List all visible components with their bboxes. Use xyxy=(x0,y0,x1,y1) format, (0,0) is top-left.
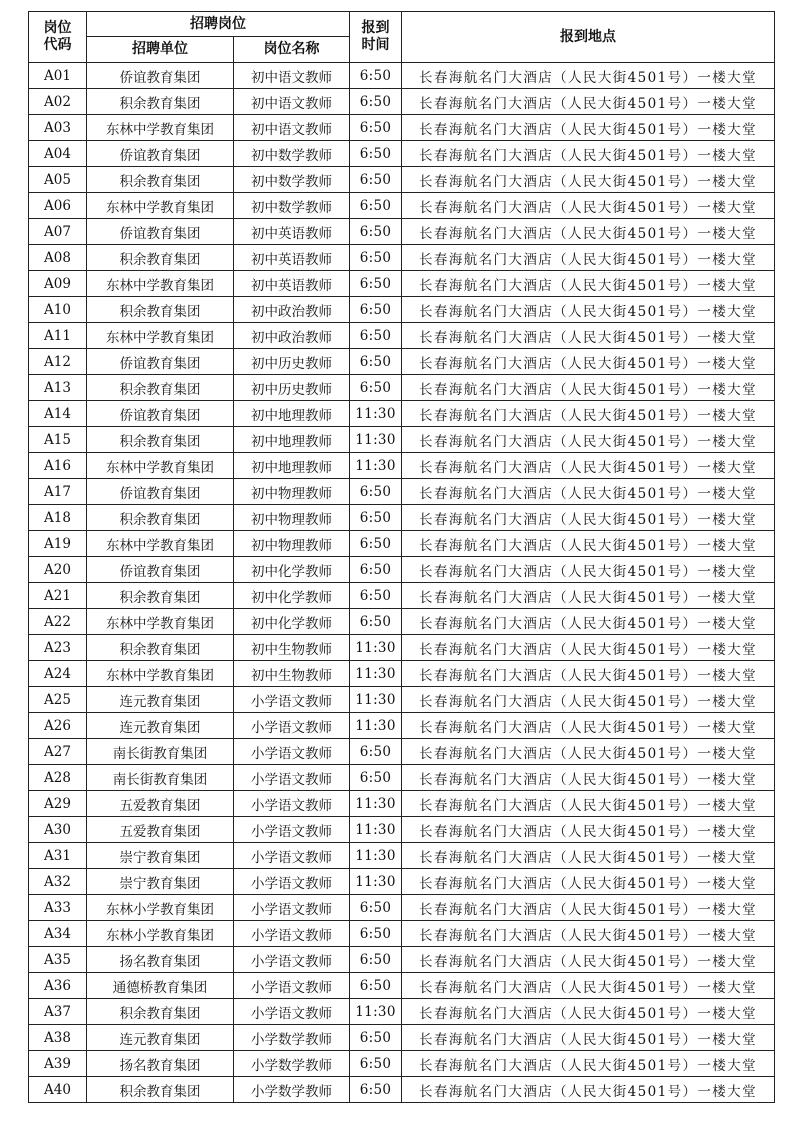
cell-name: 小学语文教师 xyxy=(234,713,350,739)
cell-name: 初中英语教师 xyxy=(234,245,350,271)
table-row xyxy=(29,661,775,687)
cell-name: 小学语文教师 xyxy=(234,947,350,973)
cell-time: 11:30 xyxy=(350,817,402,843)
cell-code: A14 xyxy=(29,401,87,427)
cell-time: 6:50 xyxy=(350,531,402,557)
cell-name: 初中数学教师 xyxy=(234,193,350,219)
cell-location: 长春海航名门大酒店（人民大街4501号）一楼大堂 xyxy=(402,141,775,167)
cell-unit: 积余教育集团 xyxy=(87,1077,234,1103)
table-row xyxy=(29,427,775,453)
cell-code: A21 xyxy=(29,583,87,609)
cell-code: A30 xyxy=(29,817,87,843)
cell-code: A34 xyxy=(29,921,87,947)
cell-time: 6:50 xyxy=(350,479,402,505)
cell-name: 小学语文教师 xyxy=(234,973,350,999)
cell-code: A05 xyxy=(29,167,87,193)
cell-time: 11:30 xyxy=(350,635,402,661)
cell-time: 6:50 xyxy=(350,921,402,947)
cell-code: A15 xyxy=(29,427,87,453)
table-row xyxy=(29,557,775,583)
cell-unit: 侨谊教育集团 xyxy=(87,219,234,245)
cell-code: A03 xyxy=(29,115,87,141)
cell-location: 长春海航名门大酒店（人民大街4501号）一楼大堂 xyxy=(402,1051,775,1077)
table-row xyxy=(29,1077,775,1103)
cell-unit: 东林中学教育集团 xyxy=(87,661,234,687)
cell-unit: 东林中学教育集团 xyxy=(87,531,234,557)
recruitment-check-in-table xyxy=(28,11,775,1103)
table-body xyxy=(29,63,775,1103)
cell-unit: 五爱教育集团 xyxy=(87,817,234,843)
cell-location: 长春海航名门大酒店（人民大街4501号）一楼大堂 xyxy=(402,323,775,349)
cell-name: 小学数学教师 xyxy=(234,1051,350,1077)
cell-code: A12 xyxy=(29,349,87,375)
table-row xyxy=(29,1051,775,1077)
cell-location: 长春海航名门大酒店（人民大街4501号）一楼大堂 xyxy=(402,193,775,219)
cell-location: 长春海航名门大酒店（人民大街4501号）一楼大堂 xyxy=(402,765,775,791)
cell-time: 6:50 xyxy=(350,505,402,531)
table-row xyxy=(29,687,775,713)
cell-time: 11:30 xyxy=(350,869,402,895)
cell-unit: 东林中学教育集团 xyxy=(87,271,234,297)
cell-time: 6:50 xyxy=(350,765,402,791)
cell-name: 小学语文教师 xyxy=(234,895,350,921)
cell-code: A26 xyxy=(29,713,87,739)
cell-time: 6:50 xyxy=(350,1025,402,1051)
cell-name: 小学语文教师 xyxy=(234,921,350,947)
cell-code: A08 xyxy=(29,245,87,271)
cell-location: 长春海航名门大酒店（人民大街4501号）一楼大堂 xyxy=(402,739,775,765)
cell-name: 初中化学教师 xyxy=(234,557,350,583)
cell-code: A24 xyxy=(29,661,87,687)
cell-code: A02 xyxy=(29,89,87,115)
cell-location: 长春海航名门大酒店（人民大街4501号）一楼大堂 xyxy=(402,1025,775,1051)
cell-unit: 连元教育集团 xyxy=(87,713,234,739)
cell-time: 6:50 xyxy=(350,141,402,167)
table-row xyxy=(29,297,775,323)
cell-time: 6:50 xyxy=(350,89,402,115)
cell-location: 长春海航名门大酒店（人民大街4501号）一楼大堂 xyxy=(402,531,775,557)
cell-location: 长春海航名门大酒店（人民大街4501号）一楼大堂 xyxy=(402,63,775,89)
cell-name: 初中生物教师 xyxy=(234,661,350,687)
cell-unit: 南长街教育集团 xyxy=(87,765,234,791)
cell-code: A09 xyxy=(29,271,87,297)
cell-location: 长春海航名门大酒店（人民大街4501号）一楼大堂 xyxy=(402,401,775,427)
cell-name: 初中语文教师 xyxy=(234,63,350,89)
cell-time: 11:30 xyxy=(350,427,402,453)
cell-name: 初中数学教师 xyxy=(234,141,350,167)
cell-location: 长春海航名门大酒店（人民大街4501号）一楼大堂 xyxy=(402,271,775,297)
table-row xyxy=(29,843,775,869)
cell-code: A33 xyxy=(29,895,87,921)
table-row xyxy=(29,453,775,479)
table-row xyxy=(29,895,775,921)
cell-time: 6:50 xyxy=(350,947,402,973)
header-row-primary xyxy=(29,12,775,37)
cell-location: 长春海航名门大酒店（人民大街4501号）一楼大堂 xyxy=(402,479,775,505)
cell-unit: 积余教育集团 xyxy=(87,375,234,401)
table-row xyxy=(29,1025,775,1051)
cell-location: 长春海航名门大酒店（人民大街4501号）一楼大堂 xyxy=(402,1077,775,1103)
cell-time: 6:50 xyxy=(350,1051,402,1077)
table-row xyxy=(29,167,775,193)
cell-location: 长春海航名门大酒店（人民大街4501号）一楼大堂 xyxy=(402,661,775,687)
cell-unit: 东林中学教育集团 xyxy=(87,453,234,479)
cell-name: 初中生物教师 xyxy=(234,635,350,661)
cell-location: 长春海航名门大酒店（人民大街4501号）一楼大堂 xyxy=(402,687,775,713)
cell-code: A38 xyxy=(29,1025,87,1051)
cell-unit: 积余教育集团 xyxy=(87,635,234,661)
cell-code: A39 xyxy=(29,1051,87,1077)
cell-name: 小学语文教师 xyxy=(234,817,350,843)
header-location: 报到地点 xyxy=(402,12,775,63)
cell-unit: 扬名教育集团 xyxy=(87,1051,234,1077)
table-row xyxy=(29,401,775,427)
header-unit: 招聘单位 xyxy=(87,37,234,63)
cell-location: 长春海航名门大酒店（人民大街4501号）一楼大堂 xyxy=(402,427,775,453)
table-row xyxy=(29,115,775,141)
cell-time: 11:30 xyxy=(350,453,402,479)
cell-code: A04 xyxy=(29,141,87,167)
cell-unit: 侨谊教育集团 xyxy=(87,349,234,375)
cell-location: 长春海航名门大酒店（人民大街4501号）一楼大堂 xyxy=(402,505,775,531)
cell-name: 初中物理教师 xyxy=(234,505,350,531)
table-row xyxy=(29,739,775,765)
cell-location: 长春海航名门大酒店（人民大街4501号）一楼大堂 xyxy=(402,947,775,973)
cell-location: 长春海航名门大酒店（人民大街4501号）一楼大堂 xyxy=(402,817,775,843)
cell-unit: 东林小学教育集团 xyxy=(87,895,234,921)
cell-time: 6:50 xyxy=(350,323,402,349)
cell-code: A25 xyxy=(29,687,87,713)
cell-unit: 通德桥教育集团 xyxy=(87,973,234,999)
cell-unit: 侨谊教育集团 xyxy=(87,141,234,167)
table-row xyxy=(29,375,775,401)
cell-name: 小学语文教师 xyxy=(234,739,350,765)
cell-location: 长春海航名门大酒店（人民大街4501号）一楼大堂 xyxy=(402,557,775,583)
cell-name: 初中历史教师 xyxy=(234,349,350,375)
cell-name: 初中物理教师 xyxy=(234,479,350,505)
cell-name: 小学数学教师 xyxy=(234,1077,350,1103)
cell-name: 初中化学教师 xyxy=(234,583,350,609)
cell-location: 长春海航名门大酒店（人民大街4501号）一楼大堂 xyxy=(402,791,775,817)
table-row xyxy=(29,505,775,531)
cell-location: 长春海航名门大酒店（人民大街4501号）一楼大堂 xyxy=(402,453,775,479)
header-time: 报到时间 xyxy=(350,12,402,63)
cell-time: 6:50 xyxy=(350,271,402,297)
cell-code: A06 xyxy=(29,193,87,219)
cell-time: 11:30 xyxy=(350,687,402,713)
table-row xyxy=(29,193,775,219)
cell-unit: 五爱教育集团 xyxy=(87,791,234,817)
table-row xyxy=(29,973,775,999)
cell-time: 6:50 xyxy=(350,1077,402,1103)
cell-unit: 积余教育集团 xyxy=(87,583,234,609)
cell-time: 6:50 xyxy=(350,193,402,219)
cell-time: 11:30 xyxy=(350,713,402,739)
cell-location: 长春海航名门大酒店（人民大街4501号）一楼大堂 xyxy=(402,999,775,1025)
table-row xyxy=(29,713,775,739)
table-row xyxy=(29,219,775,245)
cell-name: 小学语文教师 xyxy=(234,843,350,869)
cell-time: 6:50 xyxy=(350,375,402,401)
table-row xyxy=(29,141,775,167)
cell-unit: 侨谊教育集团 xyxy=(87,401,234,427)
cell-time: 11:30 xyxy=(350,661,402,687)
cell-unit: 积余教育集团 xyxy=(87,167,234,193)
table-row xyxy=(29,791,775,817)
cell-location: 长春海航名门大酒店（人民大街4501号）一楼大堂 xyxy=(402,843,775,869)
cell-code: A27 xyxy=(29,739,87,765)
cell-time: 6:50 xyxy=(350,219,402,245)
cell-location: 长春海航名门大酒店（人民大街4501号）一楼大堂 xyxy=(402,635,775,661)
cell-location: 长春海航名门大酒店（人民大街4501号）一楼大堂 xyxy=(402,245,775,271)
cell-code: A18 xyxy=(29,505,87,531)
cell-name: 小学语文教师 xyxy=(234,999,350,1025)
cell-unit: 积余教育集团 xyxy=(87,999,234,1025)
table-row xyxy=(29,479,775,505)
cell-unit: 侨谊教育集团 xyxy=(87,63,234,89)
cell-name: 初中政治教师 xyxy=(234,323,350,349)
cell-unit: 侨谊教育集团 xyxy=(87,557,234,583)
header-position: 招聘岗位 xyxy=(87,12,350,37)
cell-code: A10 xyxy=(29,297,87,323)
cell-name: 初中语文教师 xyxy=(234,115,350,141)
cell-unit: 东林小学教育集团 xyxy=(87,921,234,947)
cell-unit: 崇宁教育集团 xyxy=(87,843,234,869)
cell-time: 6:50 xyxy=(350,167,402,193)
table-row xyxy=(29,583,775,609)
cell-name: 小学语文教师 xyxy=(234,765,350,791)
cell-name: 初中数学教师 xyxy=(234,167,350,193)
table-row xyxy=(29,921,775,947)
table-row xyxy=(29,947,775,973)
cell-time: 6:50 xyxy=(350,245,402,271)
table-row xyxy=(29,245,775,271)
cell-name: 小学语文教师 xyxy=(234,687,350,713)
table-row xyxy=(29,817,775,843)
cell-code: A07 xyxy=(29,219,87,245)
cell-location: 长春海航名门大酒店（人民大街4501号）一楼大堂 xyxy=(402,297,775,323)
table-row xyxy=(29,765,775,791)
header-code: 岗位代码 xyxy=(29,12,87,63)
cell-code: A35 xyxy=(29,947,87,973)
cell-location: 长春海航名门大酒店（人民大街4501号）一楼大堂 xyxy=(402,609,775,635)
cell-code: A20 xyxy=(29,557,87,583)
cell-name: 初中地理教师 xyxy=(234,401,350,427)
table-row xyxy=(29,349,775,375)
cell-location: 长春海航名门大酒店（人民大街4501号）一楼大堂 xyxy=(402,921,775,947)
cell-location: 长春海航名门大酒店（人民大街4501号）一楼大堂 xyxy=(402,89,775,115)
cell-unit: 南长街教育集团 xyxy=(87,739,234,765)
cell-name: 初中英语教师 xyxy=(234,219,350,245)
table-row xyxy=(29,89,775,115)
cell-name: 初中历史教师 xyxy=(234,375,350,401)
cell-unit: 东林中学教育集团 xyxy=(87,115,234,141)
cell-name: 小学数学教师 xyxy=(234,1025,350,1051)
cell-name: 初中地理教师 xyxy=(234,427,350,453)
cell-name: 初中英语教师 xyxy=(234,271,350,297)
cell-name: 小学语文教师 xyxy=(234,791,350,817)
cell-time: 6:50 xyxy=(350,895,402,921)
cell-time: 6:50 xyxy=(350,63,402,89)
cell-unit: 连元教育集团 xyxy=(87,1025,234,1051)
cell-location: 长春海航名门大酒店（人民大街4501号）一楼大堂 xyxy=(402,895,775,921)
cell-time: 11:30 xyxy=(350,999,402,1025)
cell-name: 初中语文教师 xyxy=(234,89,350,115)
cell-time: 6:50 xyxy=(350,297,402,323)
cell-code: A32 xyxy=(29,869,87,895)
cell-name: 初中地理教师 xyxy=(234,453,350,479)
cell-location: 长春海航名门大酒店（人民大街4501号）一楼大堂 xyxy=(402,375,775,401)
cell-name: 小学语文教师 xyxy=(234,869,350,895)
cell-code: A40 xyxy=(29,1077,87,1103)
cell-name: 初中化学教师 xyxy=(234,609,350,635)
cell-location: 长春海航名门大酒店（人民大街4501号）一楼大堂 xyxy=(402,115,775,141)
cell-unit: 积余教育集团 xyxy=(87,89,234,115)
cell-code: A01 xyxy=(29,63,87,89)
cell-unit: 东林中学教育集团 xyxy=(87,193,234,219)
table-row xyxy=(29,323,775,349)
cell-code: A16 xyxy=(29,453,87,479)
cell-code: A19 xyxy=(29,531,87,557)
cell-unit: 积余教育集团 xyxy=(87,245,234,271)
cell-code: A37 xyxy=(29,999,87,1025)
cell-time: 6:50 xyxy=(350,557,402,583)
cell-unit: 积余教育集团 xyxy=(87,427,234,453)
cell-unit: 东林中学教育集团 xyxy=(87,609,234,635)
cell-code: A31 xyxy=(29,843,87,869)
cell-time: 6:50 xyxy=(350,609,402,635)
table-row xyxy=(29,531,775,557)
cell-name: 初中物理教师 xyxy=(234,531,350,557)
cell-location: 长春海航名门大酒店（人民大街4501号）一楼大堂 xyxy=(402,973,775,999)
cell-code: A29 xyxy=(29,791,87,817)
cell-time: 6:50 xyxy=(350,739,402,765)
cell-location: 长春海航名门大酒店（人民大街4501号）一楼大堂 xyxy=(402,713,775,739)
table-row xyxy=(29,999,775,1025)
table-row xyxy=(29,271,775,297)
cell-unit: 崇宁教育集团 xyxy=(87,869,234,895)
cell-code: A36 xyxy=(29,973,87,999)
table-row xyxy=(29,635,775,661)
cell-location: 长春海航名门大酒店（人民大街4501号）一楼大堂 xyxy=(402,869,775,895)
cell-code: A23 xyxy=(29,635,87,661)
cell-time: 6:50 xyxy=(350,115,402,141)
cell-unit: 积余教育集团 xyxy=(87,297,234,323)
cell-code: A11 xyxy=(29,323,87,349)
cell-name: 初中政治教师 xyxy=(234,297,350,323)
cell-unit: 扬名教育集团 xyxy=(87,947,234,973)
cell-time: 6:50 xyxy=(350,973,402,999)
table-row xyxy=(29,63,775,89)
cell-unit: 连元教育集团 xyxy=(87,687,234,713)
cell-time: 6:50 xyxy=(350,583,402,609)
cell-code: A17 xyxy=(29,479,87,505)
cell-location: 长春海航名门大酒店（人民大街4501号）一楼大堂 xyxy=(402,219,775,245)
cell-time: 11:30 xyxy=(350,791,402,817)
cell-location: 长春海航名门大酒店（人民大街4501号）一楼大堂 xyxy=(402,167,775,193)
table-row xyxy=(29,869,775,895)
cell-unit: 积余教育集团 xyxy=(87,505,234,531)
cell-time: 11:30 xyxy=(350,843,402,869)
cell-unit: 侨谊教育集团 xyxy=(87,479,234,505)
cell-code: A13 xyxy=(29,375,87,401)
cell-code: A22 xyxy=(29,609,87,635)
cell-location: 长春海航名门大酒店（人民大街4501号）一楼大堂 xyxy=(402,583,775,609)
table-row xyxy=(29,609,775,635)
header-name: 岗位名称 xyxy=(234,37,350,63)
cell-code: A28 xyxy=(29,765,87,791)
cell-unit: 东林中学教育集团 xyxy=(87,323,234,349)
cell-location: 长春海航名门大酒店（人民大街4501号）一楼大堂 xyxy=(402,349,775,375)
cell-time: 11:30 xyxy=(350,401,402,427)
cell-time: 6:50 xyxy=(350,349,402,375)
